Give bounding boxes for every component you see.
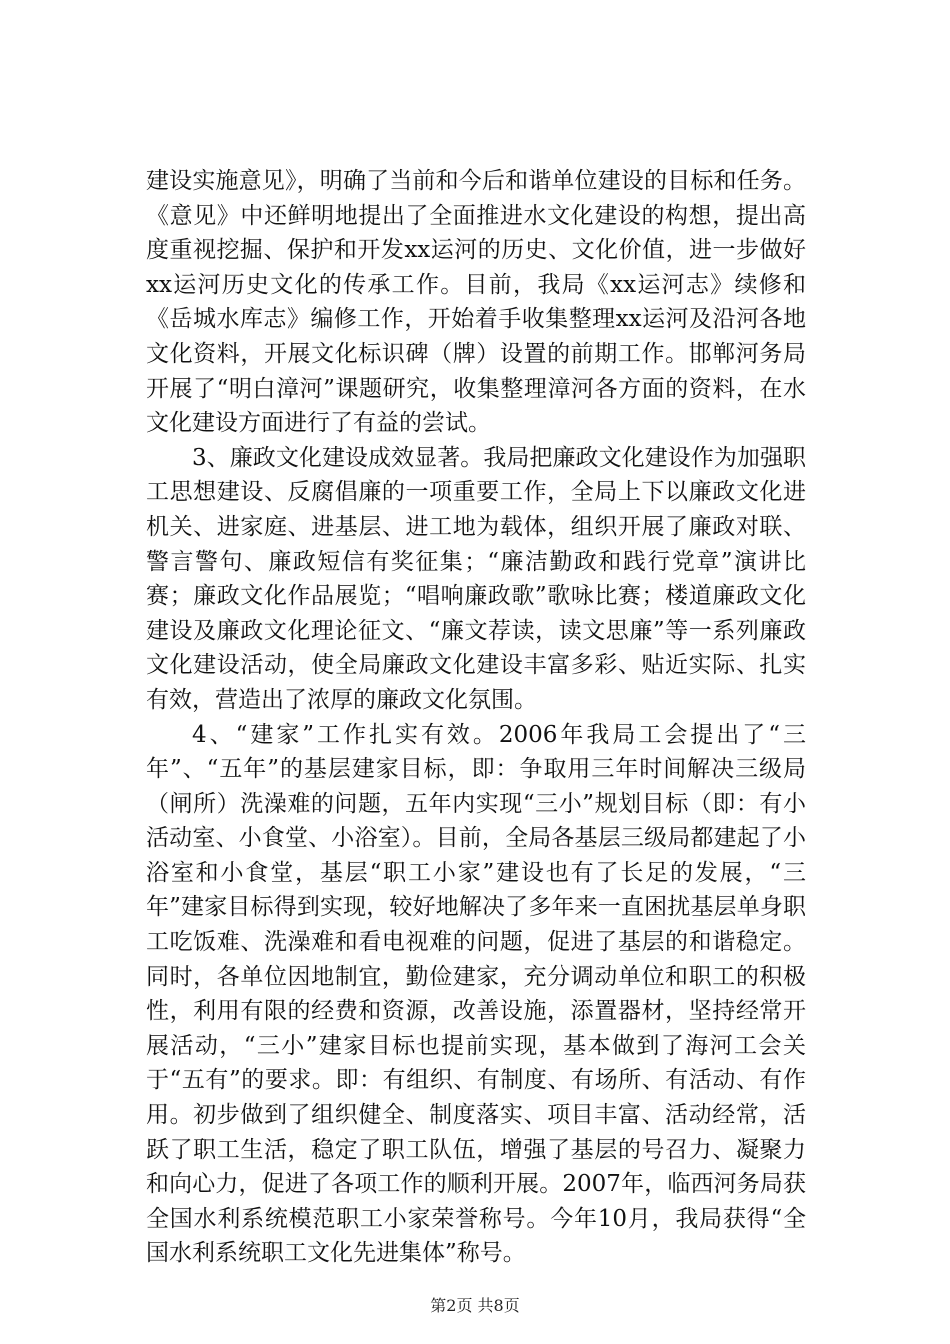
page-footer: 第2页 共8页 — [430, 1296, 520, 1315]
paragraph-water-culture: 建设实施意见》，明确了当前和今后和谐单位建设的目标和任务。《意见》中还鲜明地提出了全面推进水文化建设的构想，提出高度重视挖掘、保护和开发xx运河的历史、文化价值，进一步做好xx运河历史文化的传承工作。目前，我局《xx运河志》续修和《岳城水库志》编修工作，开始着手收集整理xx运河及沿河各地文化资料，开展文化标识碑（牌）设置的前期工作。邯郸河务局开展了“明白漳河”课题研究，收集整理漳河各方面的资料，在水文化建设方面进行了有益的尝试。 — [146, 168, 806, 437]
paragraph-home-building: 4、“建家”工作扎实有效。2006年我局工会提出了“三年”、“五年”的基层建家目标，即：争取用三年时间解决三级局（闸所）洗澡难的问题，五年内实现“三小”规划目标（即：有小活动室、小食堂、小浴室）。目前，全局各基层三级局都建起了小浴室和小食堂，基层“职工小家”建设也有了长足的发展，“三年”建家目标得到实现，较好地解决了多年来一直困扰基层单身职工吃饭难、洗澡难和看电视难的问题，促进了基层的和谐稳定。同时，各单位因地制宜，勤俭建家，充分调动单位和职工的积极性，利用有限的经费和资源，改善设施，添置器材，坚持经常开展活动，“三小”建家目标也提前实现，基本做到了海河工会关于“五有”的要求。即：有组织、有制度、有场所、有活动、有作用。初步做到了组织健全、制度落实、项目丰富、活动经常，活跃了职工生活，稳定了职工队伍，增强了基层的号召力、凝聚力和向心力，促进了各项工作的顺利开展。2007年，临西河务局获全国水利系统模范职工小家荣誉称号。今年10月，我局获得“全国水利系统职工文化先进集体”称号。 — [146, 721, 806, 1267]
paragraph-integrity-culture: 3、廉政文化建设成效显著。我局把廉政文化建设作为加强职工思想建设、反腐倡廉的一项重要工作，全局上下以廉政文化进机关、进家庭、进基层、进工地为载体，组织开展了廉政对联、警言警句、廉政短信有奖征集；“廉洁勤政和践行党章”演讲比赛；廉政文化作品展览；“唱响廉政歌”歌咏比赛；楼道廉政文化建设及廉政文化理论征文、“廉文荐读，读文思廉”等一系列廉政文化建设活动，使全局廉政文化建设丰富多彩、贴近实际、扎实有效，营造出了浓厚的廉政文化氛围。 — [146, 444, 806, 713]
document-body — [146, 164, 806, 1271]
